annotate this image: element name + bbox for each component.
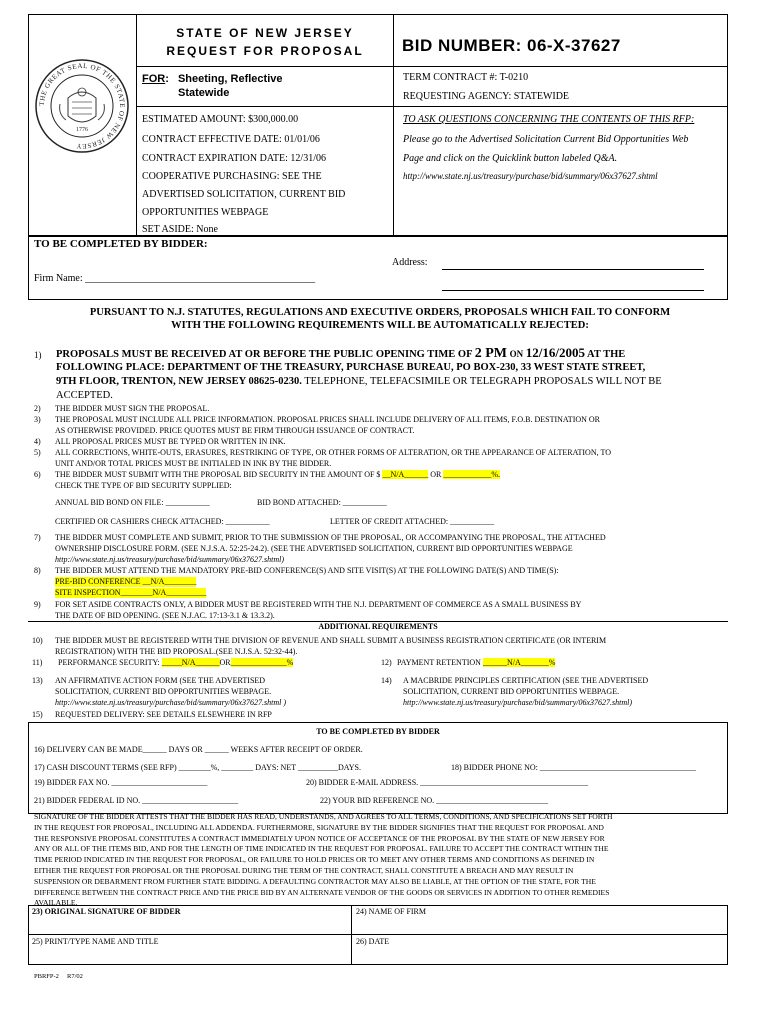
annual-bid-bond-field[interactable]: ANNUAL BID BOND ON FILE: ___________: [55, 498, 210, 507]
attestation-line: ANY OR ALL OF THE ITEMS BID, AND FOR THE LENGTH OF TIME INDICATED IN THE REQUEST FOR PROPOSAL. FAILURE TO ACCEPT THE CONTRACT WITHIN THE: [34, 844, 609, 854]
info-coop-2: ADVERTISED SOLICITATION, CURRENT BID: [142, 189, 346, 200]
term-contract: TERM CONTRACT #: T-0210: [403, 72, 529, 83]
req-5-text-2: UNIT AND/OR TOTAL PRICES MUST BE INITIALED IN INK BY THE BIDDER.: [55, 459, 332, 468]
performance-security-amount[interactable]: _____N/A______: [161, 658, 220, 667]
date-field[interactable]: 26) DATE: [356, 937, 390, 946]
req-1-at: AT THE: [587, 349, 626, 360]
header-seal-divider: [136, 14, 137, 236]
attestation-line: AVAILABLE.: [34, 898, 78, 908]
opening-time: 2 PM: [474, 346, 507, 361]
req-9-line-1: FOR SET ASIDE CONTRACTS ONLY, A BIDDER MUST BE REGISTERED WITH THE N.J. DEPARTMENT OF COMMERCE AS A SMALL BUSINESS BY: [55, 600, 582, 609]
address-label: Address:: [392, 257, 428, 268]
info-coop-1: COOPERATIVE PURCHASING: SEE THE: [142, 171, 322, 182]
cash-discount-field[interactable]: 17) CASH DISCOUNT TERMS (SEE RFP) ________%, ________ DAYS: NET __________DAYS.: [34, 763, 362, 772]
req-4-text: ALL PROPOSAL PRICES MUST BE TYPED OR WRITTEN IN INK.: [55, 437, 286, 446]
req-1-text: PROPOSALS MUST BE RECEIVED AT OR BEFORE THE PUBLIC OPENING TIME OF: [56, 349, 473, 360]
bidder-phone-field[interactable]: 18) BIDDER PHONE NO: _______________________________________: [451, 763, 696, 772]
payment-retention-value[interactable]: ______N/A_______%: [482, 658, 556, 667]
address-line-2[interactable]: [442, 290, 704, 291]
req-14-line-2: SOLICITATION, CURRENT BID OPPORTUNITIES WEBPAGE.: [403, 687, 620, 696]
req-1-telephone: TELEPHONE, TELEFACSIMILE OR TELEGRAPH PROPOSALS WILL NOT BE: [304, 376, 662, 387]
req-14-num: 14): [381, 676, 392, 685]
info-coop-3: OPPORTUNITIES WEBPAGE: [142, 207, 269, 218]
svg-text:THE GREAT SEAL OF THE STATE OF: THE GREAT SEAL OF THE STATE OF NEW JERSEY: [37, 61, 127, 151]
original-signature-field[interactable]: [32, 907, 180, 917]
req-7-line-1: THE BIDDER MUST COMPLETE AND SUBMIT, PRIOR TO THE SUBMISSION OF THE PROPOSAL, OR ACCOMPANYING THE PROPOSAL, THE ATTACHED: [55, 533, 606, 542]
req-13-num: 13): [32, 676, 43, 685]
pursuant-line-1: PURSUANT TO N.J. STATUTES, REGULATIONS AND EXECUTIVE ORDERS, PROPOSALS WHICH FAIL TO CONFORM: [89, 307, 671, 318]
payment-retention-label: PAYMENT RETENTION: [397, 658, 481, 667]
site-inspection-field[interactable]: SITE INSPECTION________N/A__________: [55, 588, 207, 597]
for-block: [142, 72, 283, 86]
req-6-line-2: CHECK THE TYPE OF BID SECURITY SUPPLIED:: [55, 481, 232, 490]
name-of-firm-field[interactable]: 24) NAME OF FIRM: [356, 907, 427, 916]
req-11-line: [58, 658, 293, 668]
bidder-heading: TO BE COMPLETED BY BIDDER:: [34, 238, 208, 250]
req-15-text: REQUESTED DELIVERY: SEE DETAILS ELSEWHERE IN RFP: [55, 710, 272, 719]
req-13-line-1: AN AFFIRMATIVE ACTION FORM (SEE THE ADVERTISED: [55, 676, 266, 685]
header-title-divider: [136, 66, 728, 67]
firm-name-field[interactable]: Firm Name: ______________________________________________: [34, 273, 316, 284]
signature-attestation: [34, 812, 728, 909]
opening-date: 12/16/2005: [525, 345, 585, 360]
print-name-title-field[interactable]: 25) PRINT/TYPE NAME AND TITLE: [32, 937, 159, 946]
req-6-line-1: [55, 470, 500, 480]
req-14-url-link[interactable]: http://www.state.nj.us/treasury/purchase/bid/summary/06x37627.shtml): [403, 698, 633, 707]
bid-security-percent[interactable]: ____________%.: [443, 470, 501, 479]
svg-text:1776: 1776: [76, 127, 88, 133]
info-divider: [393, 106, 394, 236]
req-8-num: 8): [34, 566, 41, 575]
req-12-num: 12): [381, 658, 392, 667]
for-label: FOR: [142, 73, 166, 85]
req-8-line-1: THE BIDDER MUST ATTEND THE MANDATORY PRE-BID CONFERENCE(S) AND SITE VISIT(S) AT THE FOLLOWING DATE(S) AND TIME(S):: [55, 566, 559, 575]
info-estimated-amount: ESTIMATED AMOUNT: $300,000.00: [142, 114, 299, 125]
req-7-line-2: OWNERSHIP DISCLOSURE FORM. (SEE N.J.S.A. 52:25-24.2). (SEE THE ADVERTISED SOLICITATION, CURRENT BID OPPORTUNITIES WEBPAGE: [55, 544, 573, 553]
req-3-text: THE PROPOSAL MUST INCLUDE ALL PRICE INFORMATION. PROPOSAL PRICES SHALL INCLUDE DELIVERY OF ALL ITEMS, F.O.B. DESTINATION OR: [55, 415, 601, 424]
req-10-line-1: THE BIDDER MUST BE REGISTERED WITH THE DIVISION OF REVENUE AND SHALL SUBMIT A BUSINESS REGISTRATION CERTIFICATE (OR INTERIM: [55, 636, 607, 645]
delivery-days-field[interactable]: 16) DELIVERY CAN BE MADE______ DAYS OR ______ WEEKS AFTER RECEIPT OF ORDER.: [34, 745, 363, 754]
req-1-line-4: ACCEPTED.: [56, 390, 113, 401]
req-1-address: 9TH FLOOR, TRENTON, NEW JERSEY 08625-0230.: [56, 376, 302, 387]
questions-url-link[interactable]: http://www.state.nj.us/treasury/purchase/bid/summary/06x37627.shtml: [403, 171, 658, 181]
state-title: STATE OF NEW JERSEY: [176, 26, 354, 40]
req-14-line-1: A MACBRIDE PRINCIPLES CERTIFICATION (SEE THE ADVERTISED: [403, 676, 649, 685]
info-effective-date: CONTRACT EFFECTIVE DATE: 01/01/06: [142, 134, 320, 145]
info-expiration-date: CONTRACT EXPIRATION DATE: 12/31/06: [142, 153, 326, 164]
req-5-text: ALL CORRECTIONS, WHITE-OUTS, ERASURES, RESTRIKING OF TYPE, OR OTHER FORMS OF ALTERATION, OR THE APPEARANCE OF ALTERATION, TO: [55, 448, 611, 457]
signature-fields-mid: [28, 934, 728, 935]
req-1-line-3: [56, 376, 662, 387]
original-signature-label: 23) ORIGINAL SIGNATURE OF BIDDER: [32, 907, 181, 916]
bid-reference-field[interactable]: 22) YOUR BID REFERENCE NO. ____________________________: [320, 796, 549, 805]
form-id: PBRFP-2: [34, 973, 59, 980]
bid-bond-attached-field[interactable]: BID BOND ATTACHED: ___________: [257, 498, 387, 507]
req-6-num: 6): [34, 470, 41, 479]
attestation-line: THE RESPONSIVE PROPOSAL CONSTITUTES A CONTRACT IMMEDIATELY UPON NOTICE OF ACCEPTANCE OF THE PROPOSAL BY THE STATE OF NEW JERSEY FOR: [34, 833, 605, 843]
signature-fields-divider: [351, 905, 352, 965]
req-11-num: 11): [32, 658, 43, 667]
req-10-line-2: REGISTRATION) WITH THE BID PROPOSAL.(SEE N.J.S.A. 52:32-44).: [55, 647, 298, 656]
for-value-2: Statewide: [178, 87, 230, 99]
pursuant-line-2: WITH THE FOLLOWING REQUIREMENTS WILL BE AUTOMATICALLY REJECTED:: [171, 320, 589, 331]
attestation-line: TIME PERIOD INDICATED IN THE REQUEST FOR PROPOSAL, OR FAILURE TO HOLD PRICES OR TO MEET ANY OTHER TERMS AND CONDITIONS AS DEFINED IN: [34, 855, 595, 865]
form-revision: R7/02: [67, 973, 83, 980]
bid-security-amount[interactable]: __N/A______: [382, 470, 429, 479]
additional-heading: ADDITIONAL REQUIREMENTS: [318, 622, 438, 631]
req-12-line: [397, 658, 555, 668]
attestation-line: DIFFERENCE BETWEEN THE CONTRACT PRICE AND THE PRICE BID BY AN ALTERNATE VENDOR OF THE GOODS OR SERVICES IN ADDITION TO OTHER REMEDIES: [34, 887, 610, 897]
req-3-text-2: AS OTHERWISE PROVIDED. PRICE QUOTES MUST BE FIRM THROUGH ISSUANCE OF CONTRACT.: [55, 426, 415, 435]
performance-security-percent[interactable]: ______________%: [230, 658, 294, 667]
address-line-1[interactable]: [442, 269, 704, 270]
req-2-num: 2): [34, 404, 41, 413]
for-colon: :: [165, 73, 169, 85]
questions-heading: TO ASK QUESTIONS CONCERNING THE CONTENTS OF THIS RFP:: [403, 114, 695, 125]
pre-bid-conference-field[interactable]: PRE-BID CONFERENCE __N/A________: [55, 577, 197, 586]
bidder-fax-field[interactable]: 19) BIDDER FAX NO. ________________________: [34, 778, 208, 787]
certified-check-field[interactable]: CERTIFIED OR CASHIERS CHECK ATTACHED: ___________: [55, 517, 270, 526]
req-1-line-1: [56, 346, 625, 362]
performance-security-or: OR: [219, 658, 231, 667]
performance-security-label: PERFORMANCE SECURITY:: [58, 658, 160, 667]
req-2-text: THE BIDDER MUST SIGN THE PROPOSAL.: [55, 404, 210, 413]
requesting-agency: REQUESTING AGENCY: STATEWIDE: [403, 91, 570, 102]
req-1-num: 1): [34, 350, 42, 360]
req-7-url-link[interactable]: http://www.state.nj.us/treasury/purchase/bid/summary/06x37627.shtml): [55, 555, 285, 564]
rfp-title: REQUEST FOR PROPOSAL: [166, 44, 364, 58]
req-10-num: 10): [32, 636, 43, 645]
req-3-num: 3): [34, 415, 41, 424]
state-seal-image: [34, 58, 130, 154]
req-15-num: 15): [32, 710, 43, 719]
req-6-or: OR: [430, 470, 442, 479]
req-9-line-2: THE DATE OF BID OPENING. (SEE N.J.AC. 17:13-3.1 & 13.3.2).: [55, 611, 275, 620]
bid-number: BID NUMBER: 06-X-37627: [402, 36, 621, 55]
header-for-divider: [136, 106, 728, 107]
req-1-on: ON: [509, 349, 524, 359]
req-6-text: THE BIDDER MUST SUBMIT WITH THE PROPOSAL BID SECURITY IN THE AMOUNT OF $: [55, 470, 381, 479]
req-7-num: 7): [34, 533, 41, 542]
for-value-1: Sheeting, Reflective: [177, 73, 283, 85]
req-13-line-2: SOLICITATION, CURRENT BID OPPORTUNITIES WEBPAGE.: [55, 687, 272, 696]
bidder-email-field[interactable]: 20) BIDDER E-MAIL ADDRESS. __________________________________________: [306, 778, 589, 787]
questions-line-1: Please go to the Advertised Solicitation Current Bid Opportunities Web: [403, 134, 689, 145]
letter-of-credit-field[interactable]: LETTER OF CREDIT ATTACHED: ___________: [330, 517, 495, 526]
attestation-line: SIGNATURE OF THE BIDDER ATTESTS THAT THE BIDDER HAS READ, UNDERSTANDS, AND AGREES TO ALL TERMS, CONDITIONS, AND SPECIFICATIONS SET FORTH: [34, 812, 613, 821]
req-5-num: 5): [34, 448, 41, 457]
info-set-aside: SET ASIDE: None: [142, 224, 218, 235]
federal-id-field[interactable]: 21) BIDDER FEDERAL ID NO. ________________________: [34, 796, 239, 805]
questions-line-2: Page and click on the Quicklink button labeled Q&A.: [403, 153, 618, 164]
req-9-num: 9): [34, 600, 41, 609]
attestation-line: IN THE REQUEST FOR PROPOSAL, INCLUDING ALL ADDENDA. FURTHERMORE, SIGNATURE BY THE BIDDER SIGNIFIES THAT THE REQUEST FOR PROPOSAL AND: [34, 822, 604, 832]
bidder-details-heading: TO BE COMPLETED BY BIDDER: [316, 727, 440, 736]
req-4-num: 4): [34, 437, 41, 446]
attestation-line: SUSPENSION OR DEBARMENT FROM FURTHER STATE BIDDING. A DEFAULTING CONTRACTOR MAY ALSO BE LIABLE, AT THE OPTION OF THE STATE, FOR THE: [34, 876, 596, 886]
req-13-url-link[interactable]: http://www.state.nj.us/treasury/purchase/bid/summary/06x37627.shtml ): [55, 698, 287, 707]
header-mid-divider: [393, 14, 394, 106]
attestation-line: EITHER THE REQUEST FOR PROPOSAL OR THE PROPOSAL DURING THE TERM OF THE CONTRACT, SHALL CONSTITUTE A BREACH AND MAY RESULT IN: [34, 865, 574, 875]
req-1-line-2: FOLLOWING PLACE: DEPARTMENT OF THE TREASURY, PURCHASE BUREAU, PO BOX-230, 33 WEST STATE STREET,: [56, 362, 646, 373]
